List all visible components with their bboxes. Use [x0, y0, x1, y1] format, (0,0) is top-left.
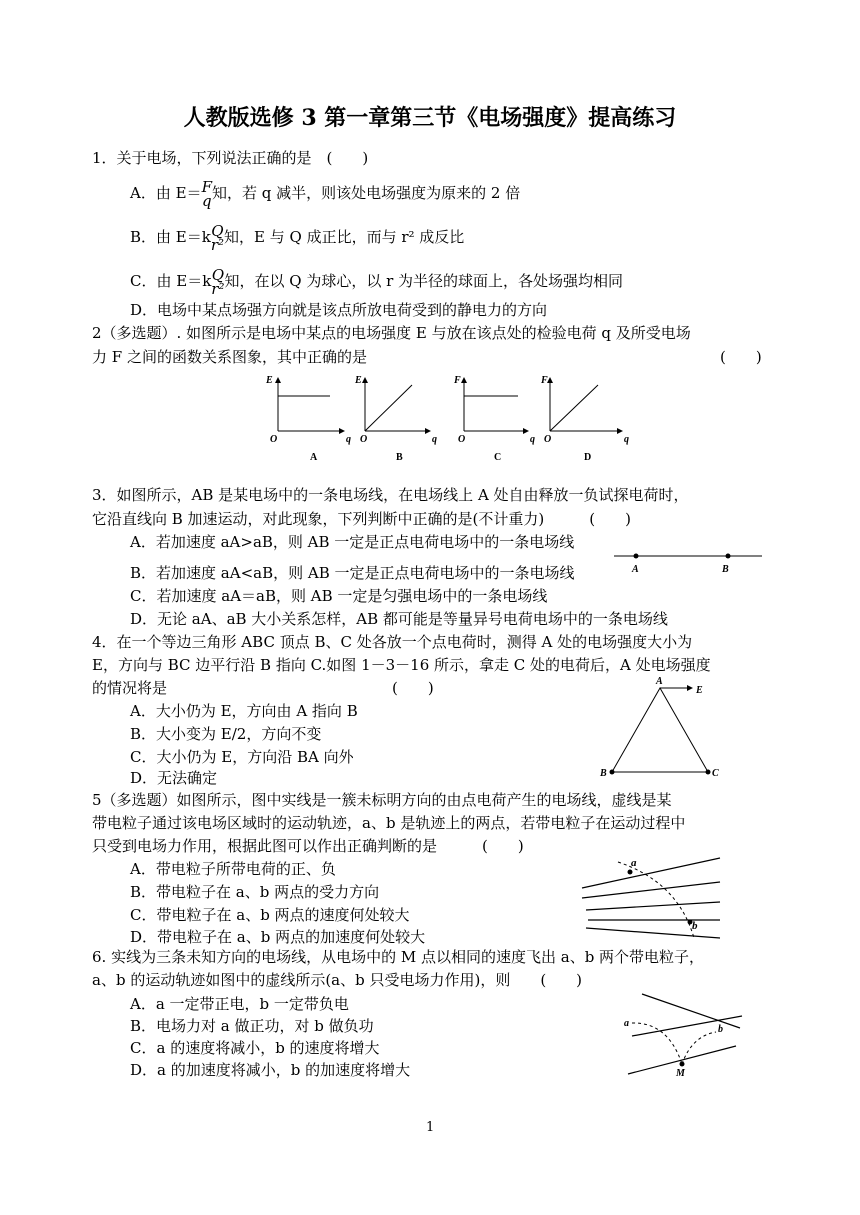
- graph-d-caption: D: [584, 452, 592, 463]
- graph-c-caption: C: [494, 452, 502, 463]
- q4-option-b: B．大小变为 E/2，方向不变: [130, 725, 322, 743]
- page-title: 人教版选修 3 第一章第三节《电场强度》提高练习: [183, 105, 677, 131]
- vertex-a: A: [656, 676, 663, 687]
- graph-b-ylabel: E: [355, 375, 362, 386]
- q2-line2: 力 F 之间的函数关系图象，其中正确的是: [92, 348, 367, 366]
- q5-line2: 带电粒子通过该电场区域时的运动轨迹，a、b 是轨迹上的两点，若带电粒子在运动过程中: [92, 814, 686, 832]
- point-m-label: M: [676, 1068, 685, 1079]
- q3-option-c: C．若加速度 aA＝aB，则 AB 一定是匀强电场中的一条电场线: [130, 587, 548, 605]
- q2-line1: 2（多选题）. 如图所示是电场中某点的电场强度 E 与放在该点处的检验电荷 q 及所受电场: [92, 324, 691, 342]
- label-a: A: [632, 564, 639, 575]
- trajectory-b-label: b: [718, 1024, 723, 1035]
- graph-c: [453, 375, 535, 463]
- q4-option-c: C．大小仍为 E，方向沿 BA 向外: [130, 748, 354, 766]
- q4-line1: 4．在一个等边三角形 ABC 顶点 B、C 处各放一个点电荷时，测得 A 处的电场强度大小为: [92, 633, 693, 651]
- q3-field-line-figure: [610, 548, 770, 578]
- q4-triangle-figure: [596, 674, 726, 784]
- graph-c-origin: O: [458, 434, 466, 445]
- graph-d-origin: O: [544, 434, 552, 445]
- page-number: 1: [426, 1120, 435, 1135]
- trajectory-a-label: a: [624, 1018, 629, 1029]
- q5-option-d: D．带电粒子在 a、b 两点的加速度何处较大: [130, 928, 426, 946]
- q2-graphs: [260, 368, 640, 468]
- q3-option-d: D．无论 aA、aB 大小关系怎样，AB 都可能是等量异号电荷电场中的一条电场线: [130, 610, 668, 628]
- q4-line2: E，方向与 BC 边平行沿 B 指向 C.如图 1－3－16 所示，拿走 C 处的电荷后，A 处电场强度: [92, 656, 711, 674]
- graph-d-xlabel: q: [624, 434, 629, 445]
- q1-stem: 1．关于电场，下列说法正确的是 ( ): [92, 149, 369, 167]
- point-b-label: b: [692, 920, 698, 932]
- q1-option-a: A．由 E＝ F q 知，若 q 减半，则该处电场强度为原来的 2 倍: [130, 178, 521, 210]
- q4-option-d: D．无法确定: [130, 769, 218, 787]
- point-a: [634, 554, 639, 559]
- graph-b-origin: O: [360, 434, 368, 445]
- graph-a-ylabel: E: [266, 375, 273, 386]
- q5-line1: 5（多选题）如图所示，图中实线是一簇未标明方向的由点电荷产生的电场线，虚线是某: [92, 791, 672, 809]
- graph-c-ylabel: F: [454, 375, 461, 386]
- field-e-label: E: [696, 685, 703, 696]
- q6-line2: a、b 的运动轨迹如图中的虚线所示(a、b 只受电场力作用)，则 ( ): [92, 971, 583, 989]
- point-b: [726, 554, 731, 559]
- fraction-f-over-q: F q: [201, 178, 212, 210]
- graph-a-caption: A: [310, 452, 318, 463]
- point-a-label: a: [631, 857, 637, 869]
- q5-option-a: A．带电粒子所带电荷的正、负: [130, 860, 336, 878]
- q3-line2: 它沿直线向 B 加速运动，对此现象，下列判断中正确的是(不计重力) ( ): [92, 510, 631, 528]
- graph-c-xlabel: q: [530, 434, 535, 445]
- graph-a: [265, 375, 351, 463]
- q5-field-lines-figure: [578, 852, 728, 947]
- graph-b-caption: B: [396, 452, 403, 463]
- graph-b: [354, 375, 437, 463]
- graph-a-origin: O: [270, 434, 278, 445]
- q1-option-c: C．由 E＝k Q r² 知，在以 Q 为球心，以 r 为半径的球面上，各处场强均相同: [130, 266, 624, 298]
- q6-option-b: B．电场力对 a 做正功，对 b 做负功: [130, 1017, 374, 1035]
- q6-trajectory-figure: [618, 990, 748, 1080]
- q2-answer-paren: ( ): [720, 348, 762, 366]
- fraction-q-over-r2: Q r²: [211, 266, 225, 298]
- q5-option-b: B．带电粒子在 a、b 两点的受力方向: [130, 883, 380, 901]
- q1-option-d: D．电场中某点场强方向就是该点所放电荷受到的静电力的方向: [130, 301, 548, 319]
- q3-option-a: A．若加速度 aA>aB，则 AB 一定是正点电荷电场中的一条电场线: [130, 533, 575, 551]
- vertex-b: B: [600, 768, 607, 779]
- q4-option-a: A．大小仍为 E，方向由 A 指向 B: [130, 702, 358, 720]
- q3-option-b: B．若加速度 aA<aB，则 AB 一定是正点电荷电场中的一条电场线: [130, 564, 575, 582]
- q5-line3: 只受到电场力作用，根据此图可以作出正确判断的是 ( ): [92, 837, 524, 855]
- vertex-c: C: [712, 768, 719, 779]
- q4-line3: 的情况将是 ( ): [92, 679, 434, 697]
- label-b: B: [722, 564, 729, 575]
- q3-line1: 3．如图所示，AB 是某电场中的一条电场线，在电场线上 A 处自由释放一负试探电荷时，: [92, 486, 689, 504]
- graph-b-xlabel: q: [432, 434, 437, 445]
- q6-line1: 6. 实线为三条未知方向的电场线，从电场中的 M 点以相同的速度飞出 a、b 两个带电粒子，: [92, 948, 705, 966]
- graph-a-xlabel: q: [346, 434, 351, 445]
- graph-d: [540, 375, 629, 463]
- q6-option-a: A．a 一定带正电，b 一定带负电: [130, 995, 349, 1013]
- q6-option-c: C．a 的速度将减小，b 的速度将增大: [130, 1039, 380, 1057]
- graph-d-ylabel: F: [541, 375, 548, 386]
- q5-option-c: C．带电粒子在 a、b 两点的速度何处较大: [130, 906, 410, 924]
- q6-option-d: D．a 的加速度将减小，b 的加速度将增大: [130, 1061, 411, 1079]
- q1-option-b: B．由 E＝k Q r² 知，E 与 Q 成正比，而与 r² 成反比: [130, 222, 465, 254]
- fraction-q-over-r2: Q r²: [210, 222, 225, 254]
